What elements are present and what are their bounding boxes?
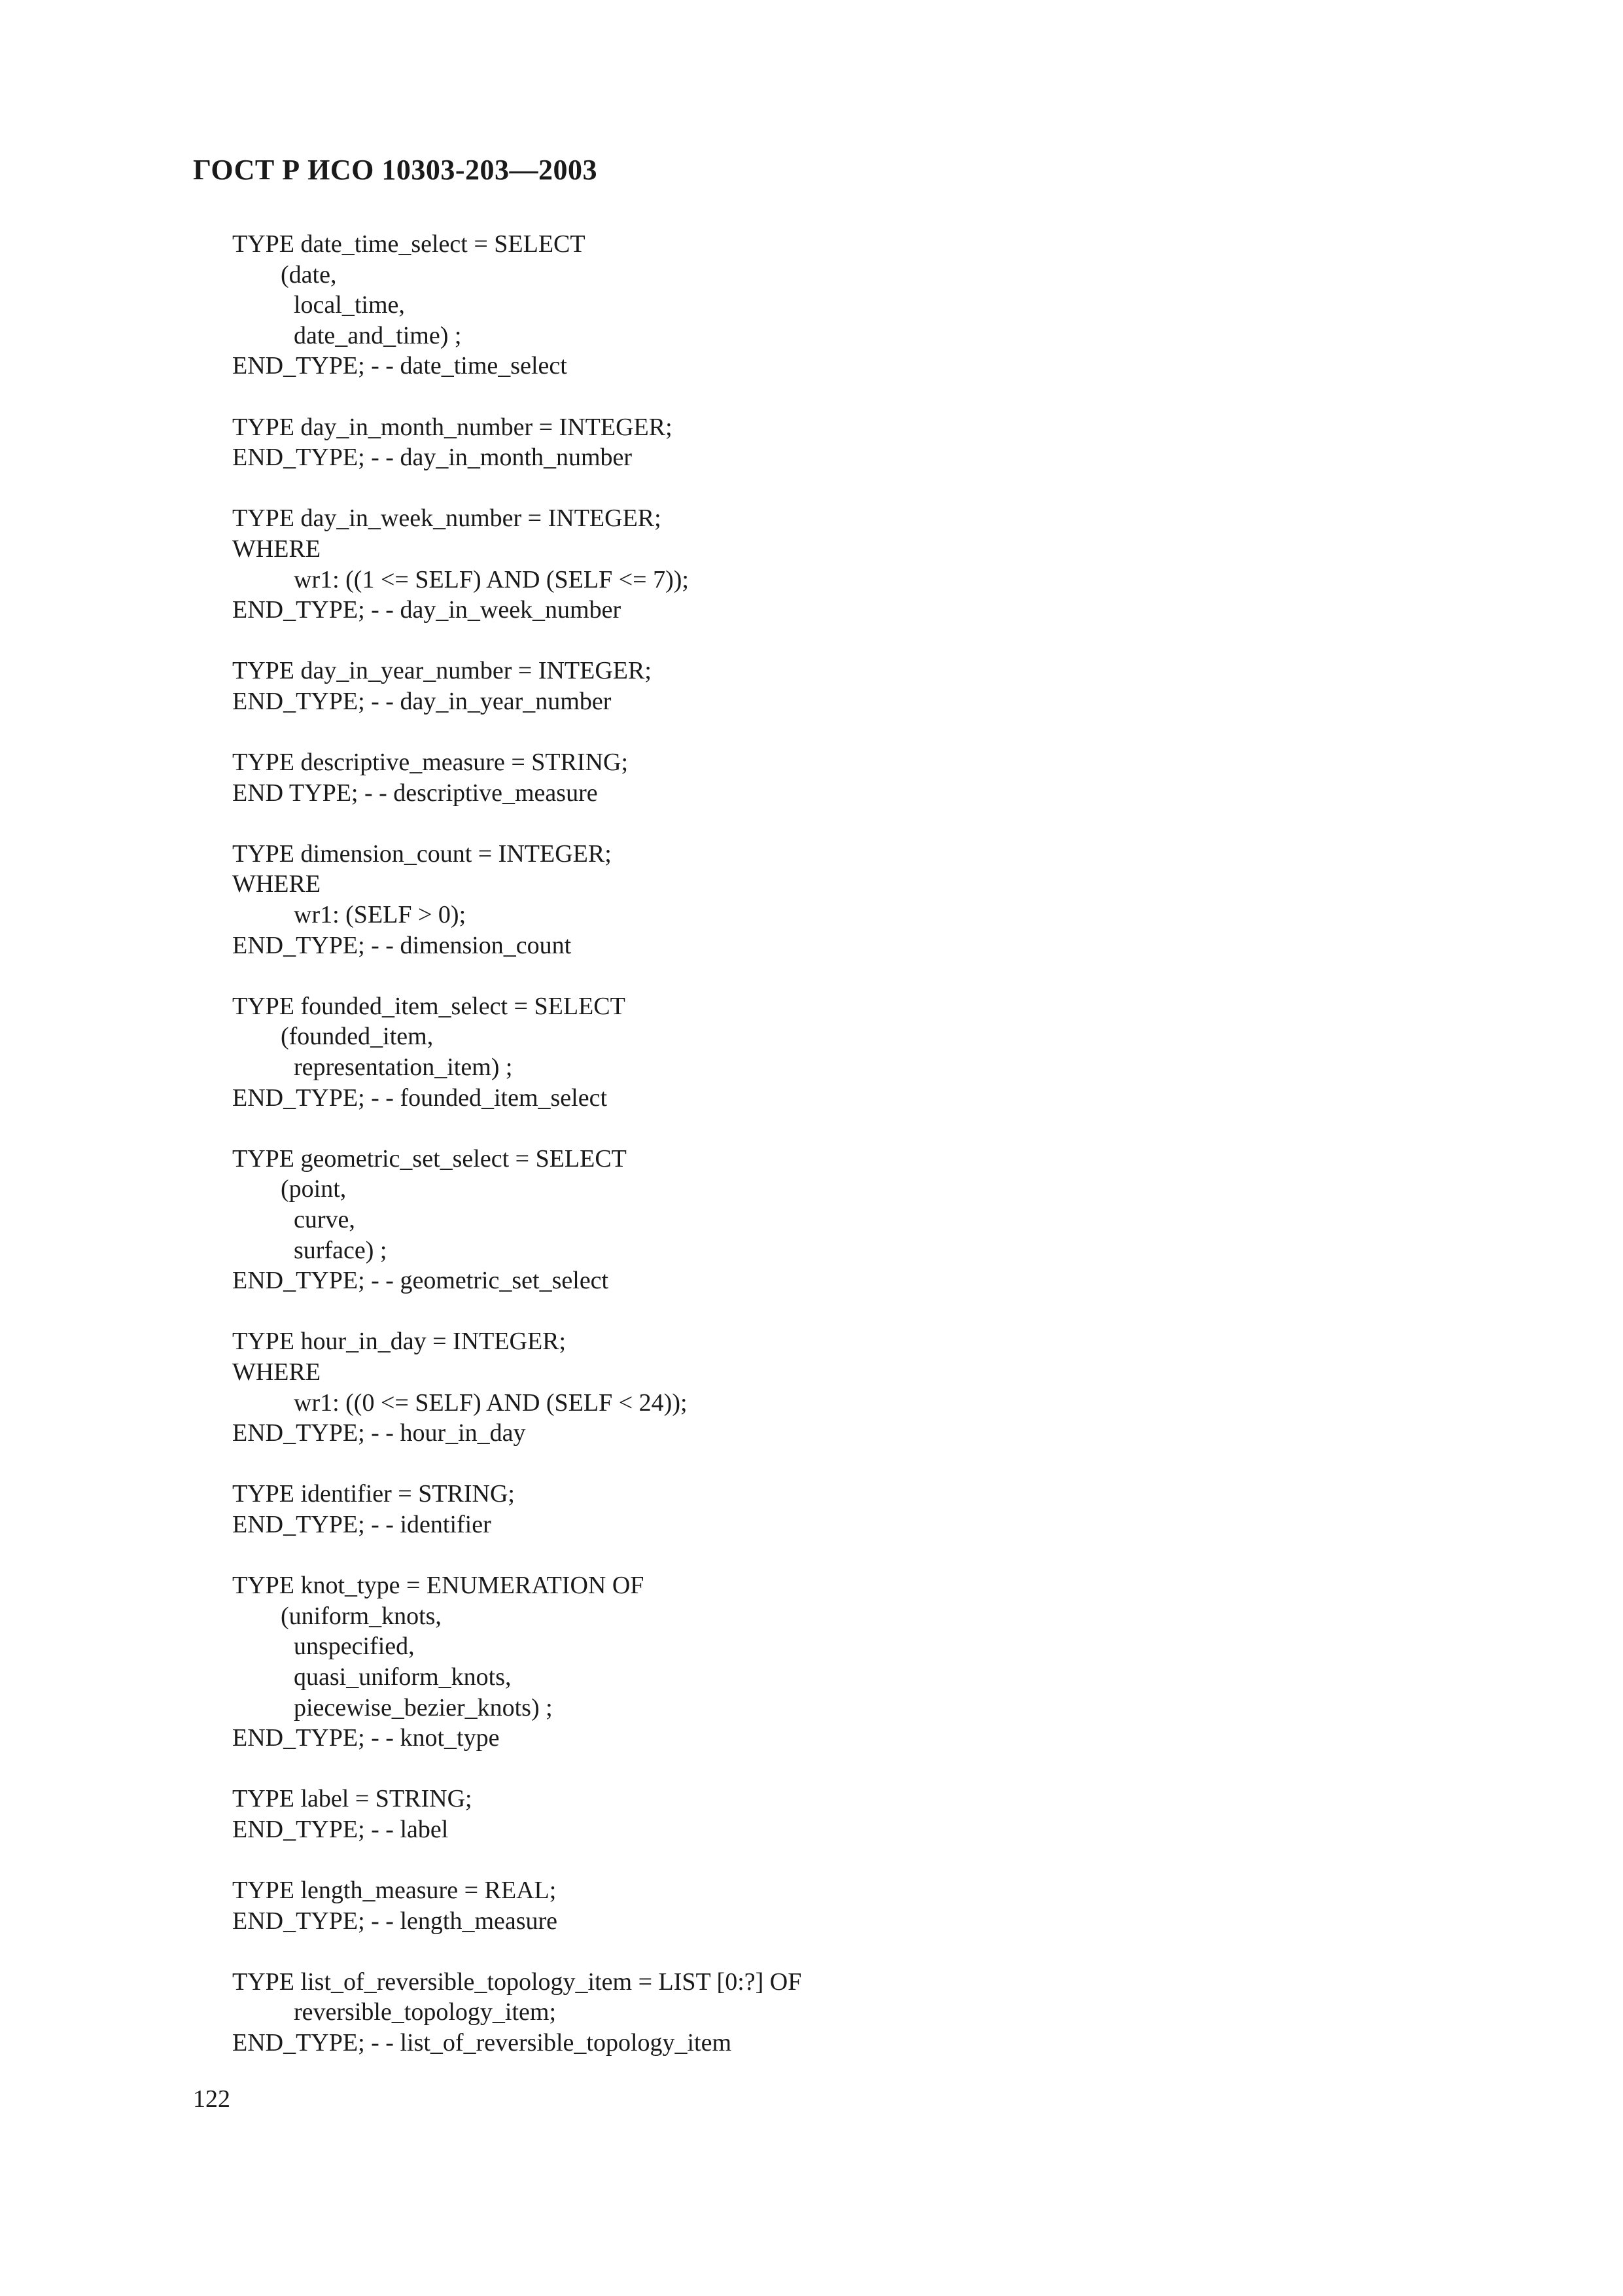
code-line: END_TYPE; - - day_in_week_number xyxy=(232,596,621,624)
code-line: END_TYPE; - - list_of_reversible_topology_item xyxy=(232,2029,732,2057)
code-line: representation_item) ; xyxy=(294,1053,513,1082)
code-line: wr1: ((0 <= SELF) AND (SELF < 24)); xyxy=(294,1388,688,1417)
code-block-day-in-year-number xyxy=(232,656,1541,716)
code-line: WHERE xyxy=(232,535,321,563)
code-line: TYPE dimension_count = INTEGER; xyxy=(232,839,612,868)
code-block-day-in-month-number xyxy=(232,412,1541,473)
code-line: date_and_time) ; xyxy=(294,321,462,349)
code-line: (uniform_knots, xyxy=(281,1602,442,1630)
page-header-standard-code: ГОСТ Р ИСО 10303-203—2003 xyxy=(193,154,598,186)
code-block-day-in-week-number xyxy=(232,503,1541,625)
code-line: TYPE list_of_reversible_topology_item = LIST [0:?] OF xyxy=(232,1968,802,1996)
code-line: END_TYPE; - - label xyxy=(232,1815,449,1843)
code-line: TYPE length_measure = REAL; xyxy=(232,1877,557,1905)
code-block-founded-item-select xyxy=(232,991,1541,1113)
code-line: TYPE descriptive_measure = STRING; xyxy=(232,749,629,777)
code-line: (date, xyxy=(281,260,337,289)
code-line: TYPE day_in_year_number = INTEGER; xyxy=(232,657,652,685)
code-line: END_TYPE; - - day_in_year_number xyxy=(232,687,612,715)
code-line: END TYPE; - - descriptive_measure xyxy=(232,779,598,807)
code-block-label xyxy=(232,1784,1541,1845)
code-line: (founded_item, xyxy=(281,1023,434,1051)
code-line: WHERE xyxy=(232,1358,321,1386)
code-line: END_TYPE; - - knot_type xyxy=(232,1724,500,1752)
code-line: TYPE day_in_week_number = INTEGER; xyxy=(232,504,661,533)
code-line: wr1: ((1 <= SELF) AND (SELF <= 7)); xyxy=(294,565,689,593)
code-block-geometric-set-select xyxy=(232,1144,1541,1296)
code-line: TYPE hour_in_day = INTEGER; xyxy=(232,1328,567,1356)
code-line: END_TYPE; - - length_measure xyxy=(232,1907,558,1935)
code-line: reversible_topology_item; xyxy=(294,1998,557,2026)
code-line: surface) ; xyxy=(294,1236,387,1264)
code-line: TYPE date_time_select = SELECT xyxy=(232,230,585,258)
code-block-dimension-count xyxy=(232,839,1541,961)
code-line: END_TYPE; - - dimension_count xyxy=(232,931,572,959)
code-line: TYPE founded_item_select = SELECT xyxy=(232,992,625,1020)
code-line: TYPE identifier = STRING; xyxy=(232,1480,515,1508)
code-line: quasi_uniform_knots, xyxy=(294,1663,512,1691)
code-block-identifier xyxy=(232,1479,1541,1540)
express-code-listing xyxy=(232,229,1541,2058)
code-line: END_TYPE; - - identifier xyxy=(232,1510,491,1538)
code-block-hour-in-day xyxy=(232,1326,1541,1448)
code-line: WHERE xyxy=(232,870,321,898)
code-block-length-measure xyxy=(232,1875,1541,1936)
code-block-knot-type xyxy=(232,1570,1541,1754)
code-line: local_time, xyxy=(294,291,405,319)
code-line: wr1: (SELF > 0); xyxy=(294,901,466,929)
code-line: END_TYPE; - - day_in_month_number xyxy=(232,444,633,472)
code-line: END_TYPE; - - hour_in_day xyxy=(232,1419,526,1447)
code-line: piecewise_bezier_knots) ; xyxy=(294,1693,553,1722)
code-line: unspecified, xyxy=(294,1633,415,1661)
code-line: END_TYPE; - - date_time_select xyxy=(232,352,567,380)
code-line: TYPE geometric_set_select = SELECT xyxy=(232,1144,627,1173)
code-line: END_TYPE; - - founded_item_select xyxy=(232,1084,608,1112)
code-block-descriptive-measure xyxy=(232,747,1541,808)
code-block-date-time-select xyxy=(232,229,1541,381)
code-line: END_TYPE; - - geometric_set_select xyxy=(232,1267,609,1295)
code-block-list-of-reversible-topology-item xyxy=(232,1967,1541,2058)
code-line: TYPE day_in_month_number = INTEGER; xyxy=(232,413,672,441)
page-number: 122 xyxy=(193,2085,230,2113)
code-line: curve, xyxy=(294,1206,355,1233)
code-line: TYPE knot_type = ENUMERATION OF xyxy=(232,1572,644,1600)
code-line: TYPE label = STRING; xyxy=(232,1785,472,1813)
code-line: (point, xyxy=(281,1175,347,1203)
